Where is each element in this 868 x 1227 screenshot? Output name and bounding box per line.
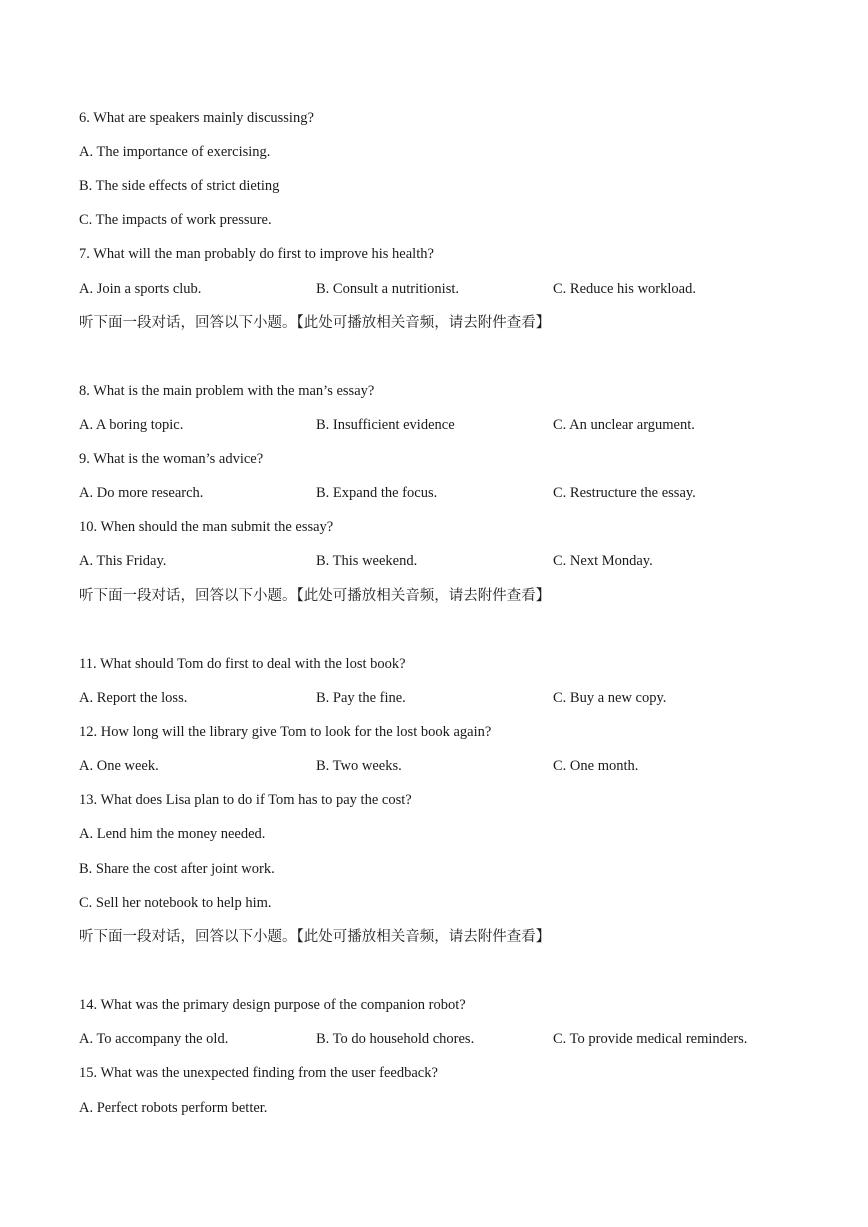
question-12-stem: 12. How long will the library give Tom to look for the lost book again? (79, 724, 492, 740)
question-14-option-b: B. To do household chores. (316, 1031, 475, 1047)
question-13-option-b: B. Share the cost after joint work. (79, 861, 275, 877)
question-6-option-b: B. The side effects of strict dieting (79, 178, 280, 194)
question-14-stem: 14. What was the primary design purpose of the companion robot? (79, 997, 466, 1013)
question-8-option-b: B. Insufficient evidence (316, 417, 455, 433)
question-12-option-a: A. One week. (79, 758, 159, 774)
audio-note-1: 听下面一段对话，回答以下小题。【此处可播放相关音频，请去附件查看】 (79, 315, 551, 331)
audio-note-2: 听下面一段对话，回答以下小题。【此处可播放相关音频，请去附件查看】 (79, 588, 551, 604)
question-15-option-a: A. Perfect robots perform better. (79, 1100, 268, 1116)
question-10-option-b: B. This weekend. (316, 553, 418, 569)
question-9-option-c: C. Restructure the essay. (553, 485, 696, 501)
question-6-option-c: C. The impacts of work pressure. (79, 212, 272, 228)
question-12-option-b: B. Two weeks. (316, 758, 402, 774)
question-15-stem: 15. What was the unexpected finding from the user feedback? (79, 1065, 438, 1081)
question-8-option-c: C. An unclear argument. (553, 417, 695, 433)
question-7-option-a: A. Join a sports club. (79, 281, 202, 297)
question-10-option-c: C. Next Monday. (553, 553, 653, 569)
question-12-option-c: C. One month. (553, 758, 639, 774)
audio-note-3: 听下面一段对话，回答以下小题。【此处可播放相关音频，请去附件查看】 (79, 929, 551, 945)
question-7-stem: 7. What will the man probably do first to improve his health? (79, 246, 434, 262)
question-7-option-b: B. Consult a nutritionist. (316, 281, 459, 297)
question-14-option-c: C. To provide medical reminders. (553, 1031, 748, 1047)
question-10-stem: 10. When should the man submit the essay? (79, 519, 334, 535)
question-13-option-a: A. Lend him the money needed. (79, 826, 266, 842)
question-6-stem: 6. What are speakers mainly discussing? (79, 110, 314, 126)
question-9-option-b: B. Expand the focus. (316, 485, 438, 501)
question-8-stem: 8. What is the main problem with the man’s essay? (79, 383, 375, 399)
question-10-option-a: A. This Friday. (79, 553, 167, 569)
question-11-option-b: B. Pay the fine. (316, 690, 406, 706)
question-11-option-c: C. Buy a new copy. (553, 690, 667, 706)
question-13-option-c: C. Sell her notebook to help him. (79, 895, 272, 911)
question-11-option-a: A. Report the loss. (79, 690, 188, 706)
question-13-stem: 13. What does Lisa plan to do if Tom has to pay the cost? (79, 792, 412, 808)
question-11-stem: 11. What should Tom do first to deal with the lost book? (79, 656, 406, 672)
question-8-option-a: A. A boring topic. (79, 417, 184, 433)
question-9-option-a: A. Do more research. (79, 485, 204, 501)
question-14-option-a: A. To accompany the old. (79, 1031, 229, 1047)
question-7-option-c: C. Reduce his workload. (553, 281, 696, 297)
question-6-option-a: A. The importance of exercising. (79, 144, 271, 160)
question-9-stem: 9. What is the woman’s advice? (79, 451, 264, 467)
